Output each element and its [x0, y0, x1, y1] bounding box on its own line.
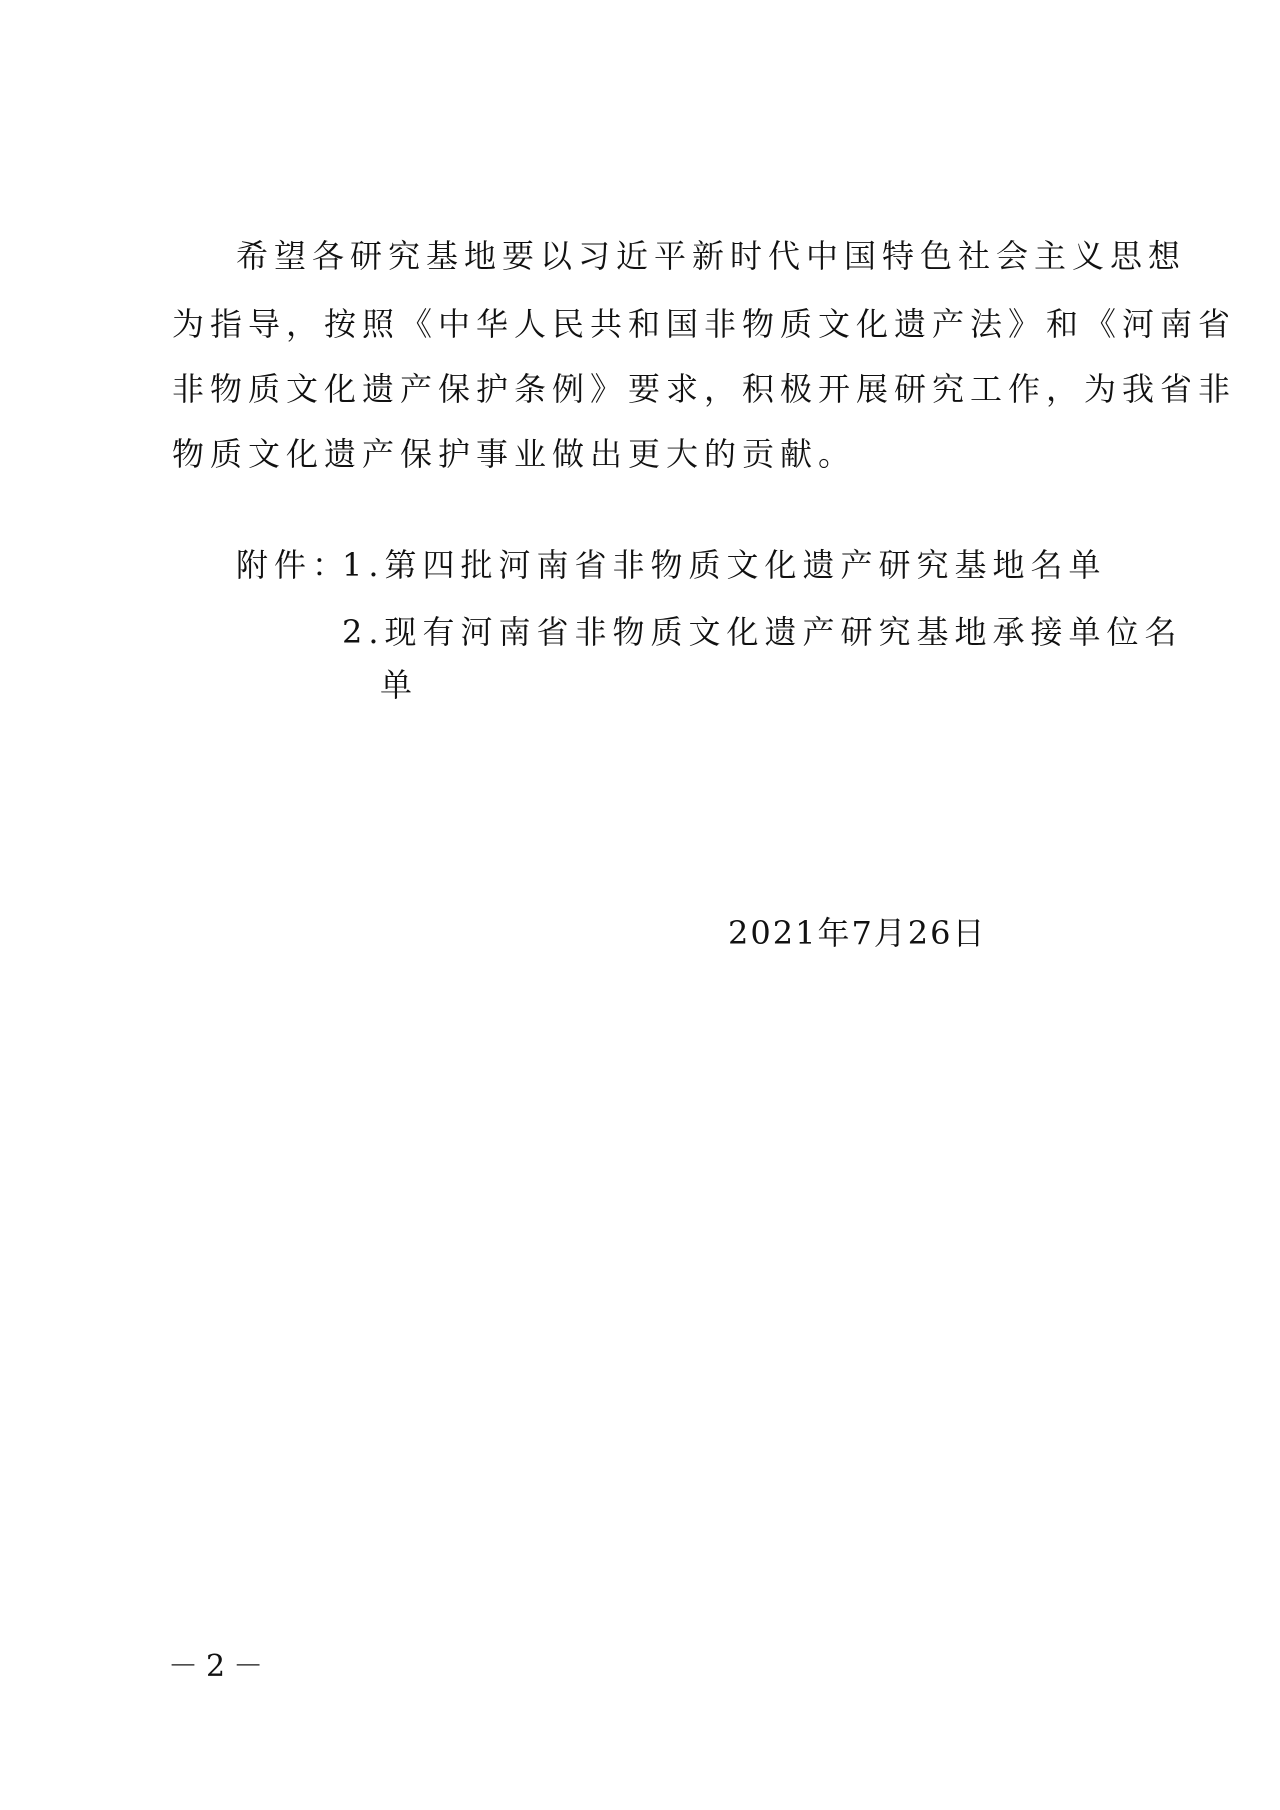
- body-line-2: 为指导，按照《中华人民共和国非物质文化遗产法》和《河南省: [172, 305, 1237, 343]
- page-number: －2－: [168, 1649, 272, 1684]
- body-line-4: 物质文化遗产保护事业做出更大的贡献。: [172, 435, 857, 473]
- attachment-item-2-continuation: 单: [380, 666, 419, 704]
- issue-date: 2021年7月26日: [728, 914, 987, 952]
- body-line-3: 非物质文化遗产保护条例》要求，积极开展研究工作，为我省非: [172, 370, 1237, 408]
- attachment-item-2: 2.现有河南省非物质文化遗产研究基地承接单位名: [342, 613, 1183, 651]
- attachments-label: 附件：: [236, 546, 351, 584]
- attachment-item-1: 1.第四批河南省非物质文化遗产研究基地名单: [342, 546, 1107, 584]
- body-line-1: 希望各研究基地要以习近平新时代中国特色社会主义思想: [236, 237, 1187, 275]
